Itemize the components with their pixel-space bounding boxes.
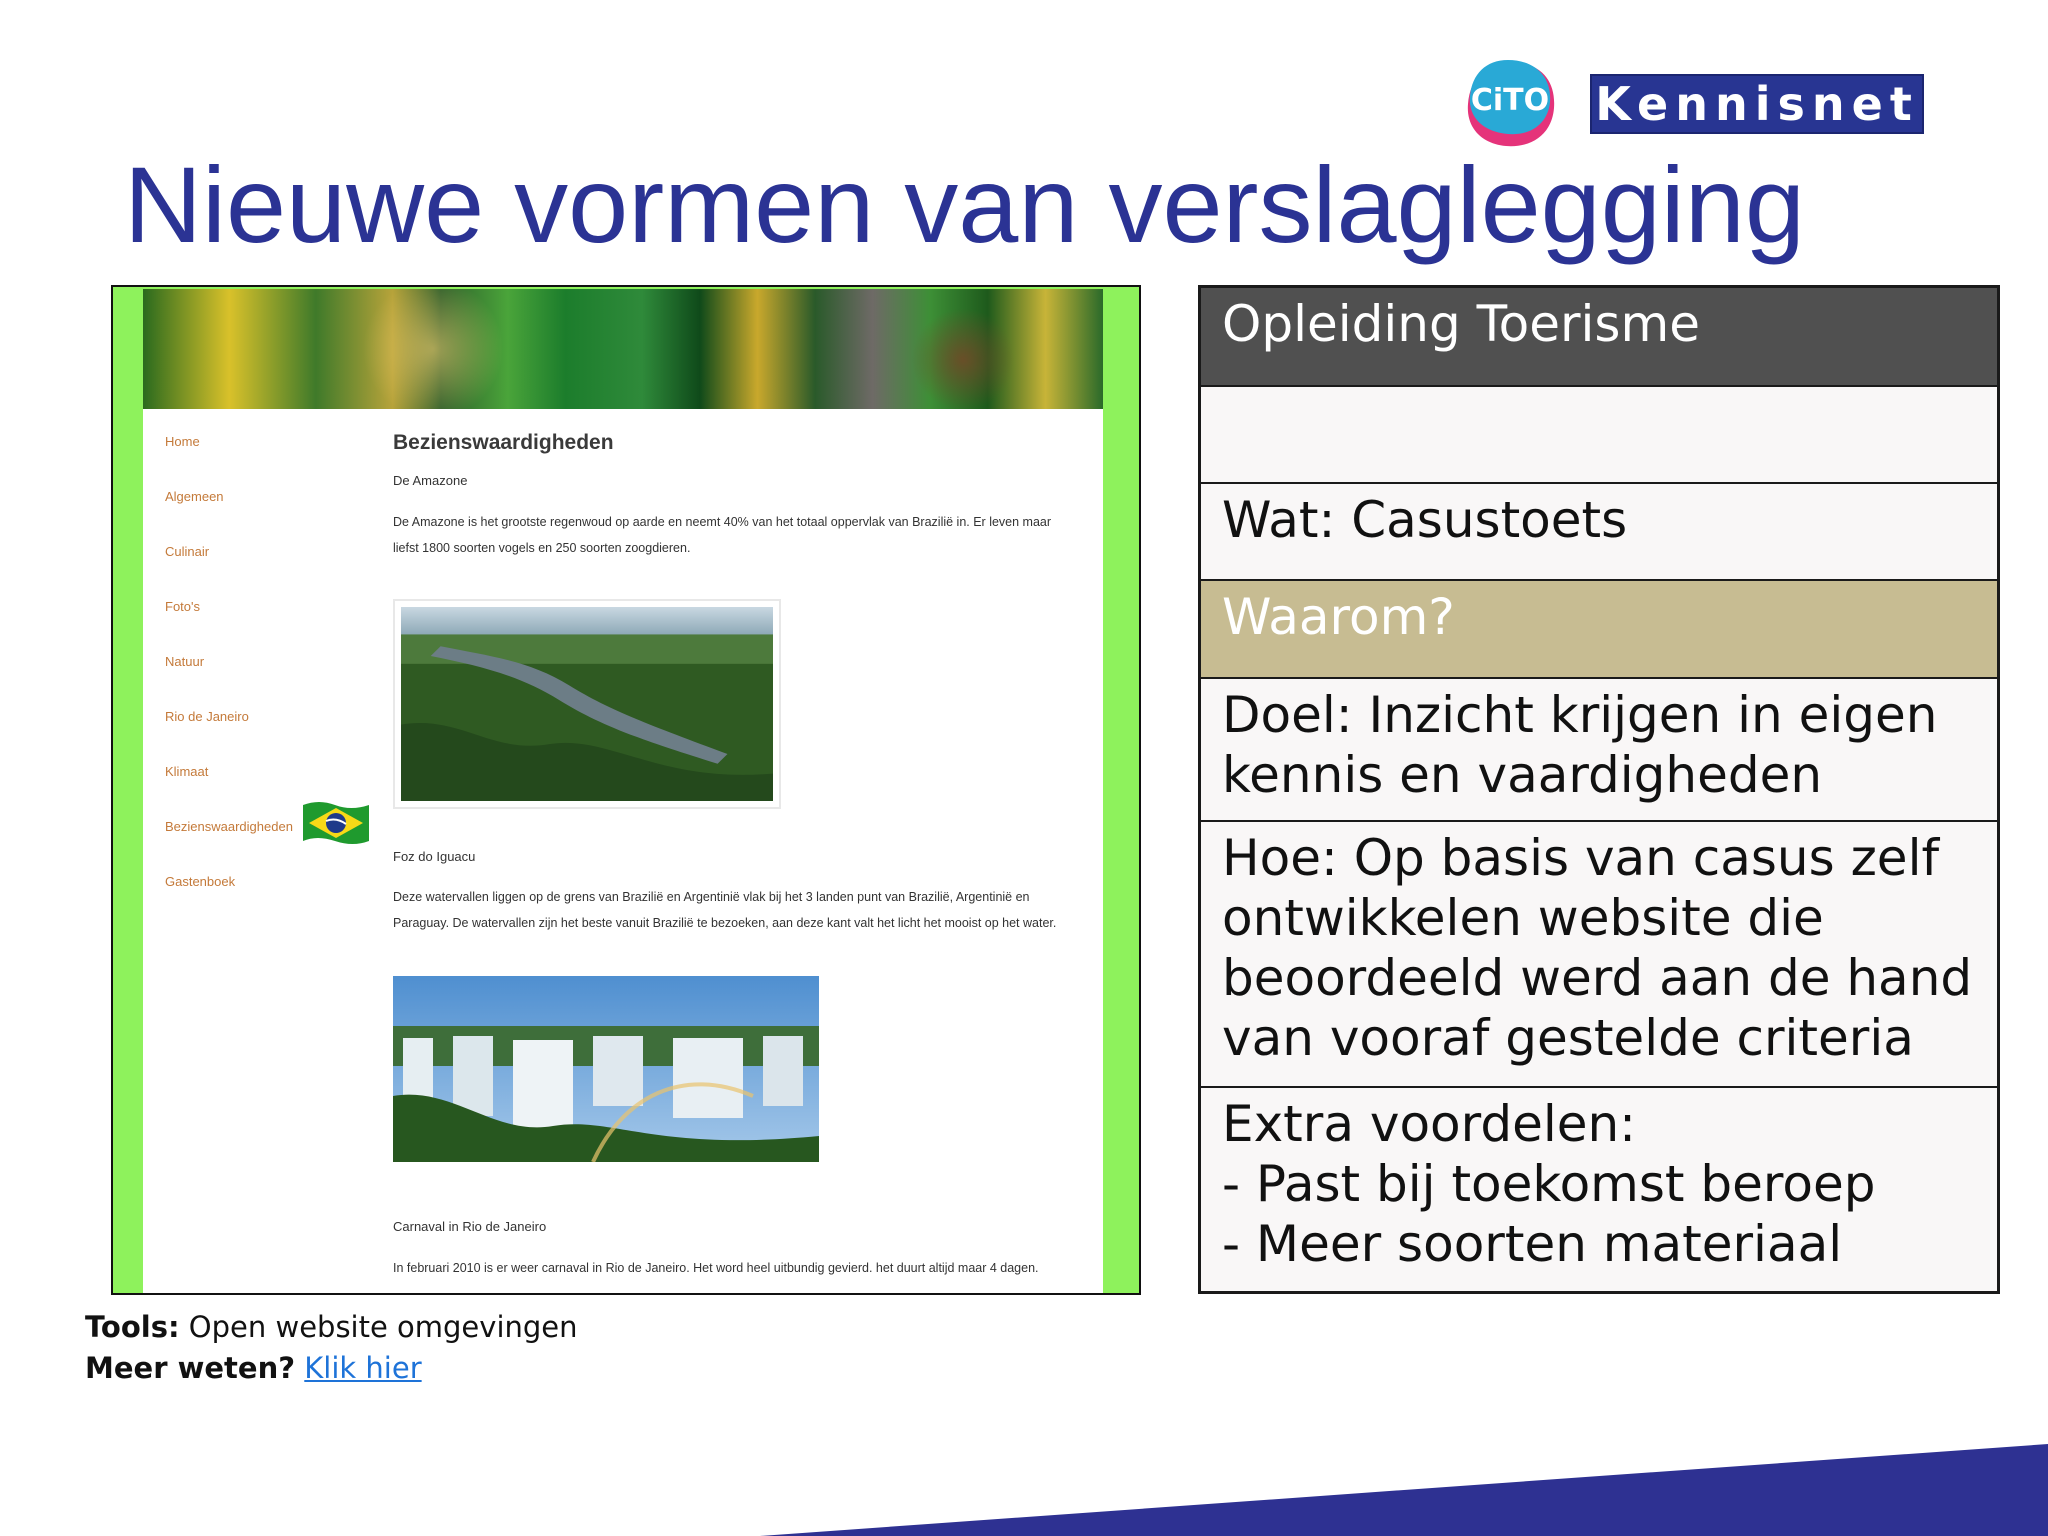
website-nav-item[interactable]: Klimaat — [165, 764, 209, 779]
info-table — [1198, 285, 2000, 1294]
table-goal-row: Doel: Inzicht krijgen in eigen kennis en vaardigheden — [1201, 677, 1997, 820]
website-heading: Bezienswaardigheden — [393, 431, 614, 454]
table-header-row: Opleiding Toerisme — [1201, 288, 1997, 385]
more-info-link[interactable]: Klik hier — [304, 1351, 422, 1385]
more-info-note — [85, 1351, 422, 1385]
brazil-flag-icon — [299, 799, 373, 847]
section-subtitle: De Amazone — [393, 473, 468, 488]
table-what-row: Wat: Casustoets — [1201, 482, 1997, 579]
cito-logo — [1462, 58, 1558, 150]
tools-note — [85, 1310, 578, 1344]
kennisnet-logo: Kennisnet — [1590, 74, 1924, 134]
website-nav-item[interactable]: Gastenboek — [165, 874, 236, 889]
section-text: De Amazone is het grootste regenwoud op aarde en neemt 40% van het totaal oppervlak van Brazilië in. Er leven maar liefst 1800 soorten vogels en 250 soorten zoogdieren. — [393, 515, 1052, 555]
iguacu-falls-image — [393, 976, 819, 1162]
website-nav-item[interactable]: Bezienswaardigheden — [165, 819, 293, 834]
website-nav-item[interactable]: Algemeen — [165, 489, 224, 504]
section-subtitle: Carnaval in Rio de Janeiro — [393, 1219, 547, 1234]
table-extra-row — [1201, 1086, 1997, 1291]
table-how-row: Hoe: Op basis van casus zelf ontwikkelen website die beoordeeld werd aan de hand van vooraf gestelde criteria — [1201, 820, 1997, 1086]
slide-title: Nieuwe vormen van verslaglegging — [124, 144, 1805, 265]
website-nav-item[interactable]: Culinair — [165, 544, 210, 559]
website-nav-item[interactable]: Home — [165, 434, 200, 449]
website-nav-item[interactable]: Natuur — [165, 654, 205, 669]
website-page — [143, 409, 1103, 1295]
table-why-row: Waarom? — [1201, 579, 1997, 677]
website-screenshot — [111, 285, 1141, 1295]
cito-logo-text: CiTO — [1470, 83, 1550, 118]
extra-item: - Past bij toekomst beroep — [1222, 1155, 1876, 1213]
section-text: In februari 2010 is er weer carnaval in Rio de Janeiro. Het word heel uitbundig gevierd. het duurt altijd maar 4 dagen. — [393, 1261, 1039, 1275]
section-text: Deze watervallen liggen op de grens van Brazilië en Argentinië vlak bij het 3 landen punt van Brazilië, Argentinië en Paraguay. De watervallen zijn het beste vanuit Brazilië te bezoeken, aan deze kant valt het licht het mooist op het water. — [393, 890, 1057, 930]
extra-title: Extra voordelen: — [1222, 1095, 1637, 1153]
amazon-river-image — [393, 599, 781, 809]
website-nav-item[interactable]: Foto's — [165, 599, 200, 614]
carnival-banner-image — [143, 289, 1103, 409]
table-empty-row — [1201, 385, 1997, 482]
tools-value: Open website omgevingen — [188, 1310, 578, 1344]
section-subtitle: Foz do Iguacu — [393, 849, 476, 864]
website-nav-item[interactable]: Rio de Janeiro — [165, 709, 249, 724]
extra-item: - Meer soorten materiaal — [1222, 1215, 1843, 1273]
more-info-label: Meer weten? — [85, 1351, 296, 1385]
tools-label: Tools: — [85, 1310, 180, 1344]
